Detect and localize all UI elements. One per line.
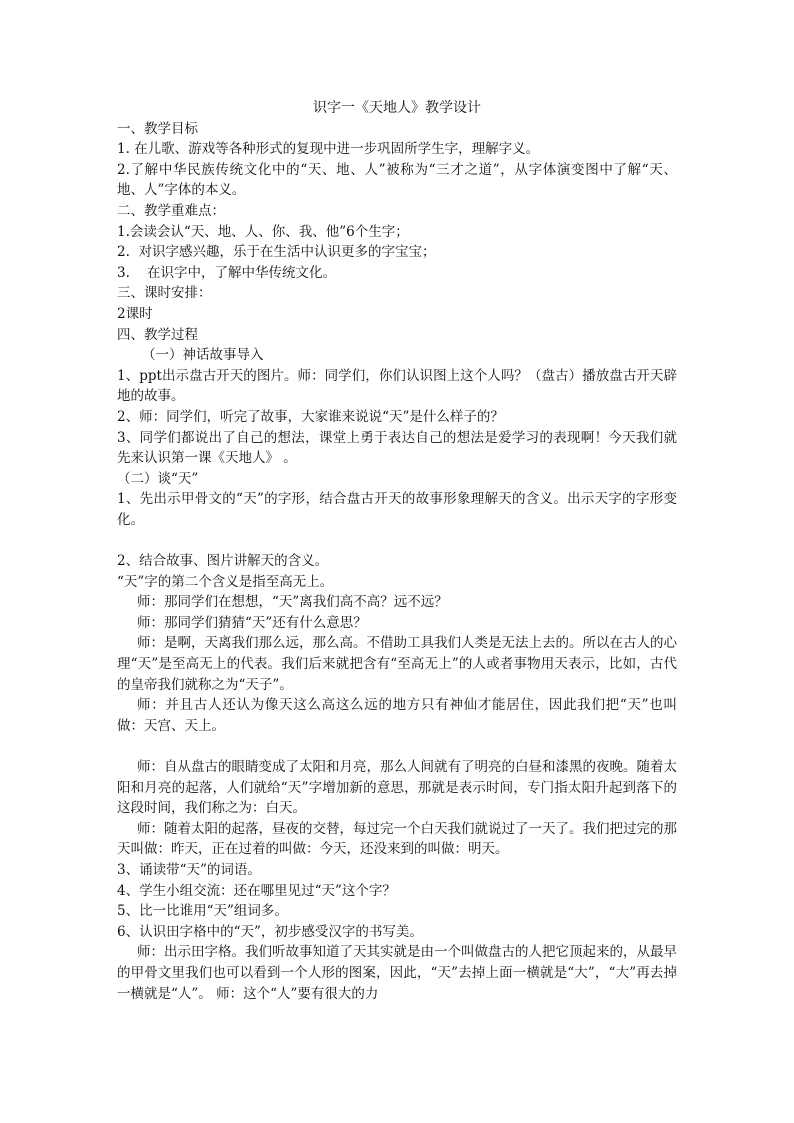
process-paragraph: 1、先出示甲骨文的“天”的字形，结合盘古开天的故事形象理解天的含义。出示天字的字形变化。 — [117, 491, 677, 528]
section-heading-schedule: 三、课时安排： — [117, 285, 212, 302]
teacher-paragraph — [117, 942, 677, 1004]
process-paragraph: “天”字的第二个含义是指至高无上。 — [117, 573, 334, 590]
process-paragraph: 5、比一比谁用“天”组词多。 — [117, 903, 288, 920]
teacher-line: 师：那同学们在想想，“天”离我们高不高？远不远？ — [137, 594, 448, 611]
teacher-line: 师：那同学们猜猜“天”还有什么意思？ — [137, 614, 367, 631]
teacher-paragraph-text: 师：出示田字格。我们听故事知道了天其实就是由一个叫做盘古的人把它顶起来的，从最早的甲骨文里我们也可以看到一个人形的图案，因此，“天”去掉上面一横就是“大”，“大”再去掉一横就是“人”。 师：这个“人”要有很大的力 — [117, 944, 677, 1002]
teacher-paragraph — [117, 757, 677, 819]
teacher-paragraph — [117, 633, 677, 695]
process-paragraph: 2、师：同学们，听完了故事，大家谁来说说“天”是什么样子的？ — [117, 408, 504, 425]
process-paragraph: 3、同学们都说出了自己的想法，课堂上勇于表达自己的想法是爱学习的表现啊！今天我们就先来认识第一课《天地人》 。 — [117, 429, 677, 467]
teacher-paragraph-text: 师：是啊，天离我们那么远，那么高。不借助工具我们人类是无法上去的。所以在古人的心理“天”是至高无上的代表。我们后来就把含有“至高无上”的人或者事物用天表示，比如，古代的皇帝我们就称之为“天子”。 — [117, 635, 677, 693]
blank-line — [117, 736, 677, 757]
document-title: 识字一《天地人》教学设计 — [313, 100, 481, 116]
process-paragraph: 1、ppt出示盘古开天的图片。师：同学们，你们认识图上这个人吗？（盘古）播放盘古开天辟地的故事。 — [117, 367, 677, 405]
teacher-paragraph-text: 师：随着太阳的起落，昼夜的交替，每过完一个白天我们就说过了一天了。我们把过完的那天叫做：昨天，正在过着的叫做：今天，还没来到的叫做：明天。 — [117, 820, 677, 858]
goal-item-2: 2.了解中华民族传统文化中的“天、地、人”被称为“三才之道”，从字体演变图中了解“天、地、人”字体的本义。 — [117, 161, 677, 199]
section-heading-goals: 一、教学目标 — [117, 120, 198, 137]
teacher-paragraph-text: 师：并且古人还认为像天这么高这么远的地方只有神仙才能居住，因此我们把“天”也叫做：天宫、天上。 — [117, 697, 677, 734]
key-point-3: 3. 在识字中，了解中华传统文化。 — [117, 264, 337, 281]
subsection-heading-sky: （二）谈“天” — [117, 470, 199, 487]
teacher-paragraph — [117, 819, 677, 860]
key-point-2: 2. 对识字感兴趣，乐于在生活中认识更多的字宝宝； — [117, 244, 436, 261]
teacher-paragraph — [117, 695, 677, 736]
teacher-paragraph-text: 师：自从盘古的眼睛变成了太阳和月亮，那么人间就有了明亮的白昼和漆黑的夜晚。随着太阳和月亮的起落，人们就给“天”字增加新的意思，那就是表示时间，专门指太阳升起到落下的这段时间，我们称之为：白天。 — [117, 759, 677, 817]
section-heading-key-points: 二、教学重难点： — [117, 202, 225, 219]
process-paragraph: 6、认识田字格中的“天”，初步感受汉字的书写美。 — [117, 923, 423, 940]
document-page — [117, 98, 677, 1004]
process-paragraph: 2、结合故事、图片讲解天的含义。 — [117, 553, 329, 570]
goal-item-1: 1. 在儿歌、游戏等各种形式的复现中进一步巩固所学生字，理解字义。 — [117, 141, 540, 158]
process-paragraph: 4、学生小组交流：还在哪里见过“天”这个字？ — [117, 882, 396, 899]
subsection-heading-myth: （一）神话故事导入 — [142, 347, 264, 364]
section-heading-process: 四、教学过程 — [117, 326, 198, 343]
schedule-value: 2课时 — [117, 305, 153, 322]
key-point-1: 1.会读会认“天、地、人、你、我、他”6个生字； — [117, 223, 409, 240]
blank-line — [117, 530, 677, 551]
process-paragraph: 3、诵读带“天”的词语。 — [117, 861, 261, 878]
